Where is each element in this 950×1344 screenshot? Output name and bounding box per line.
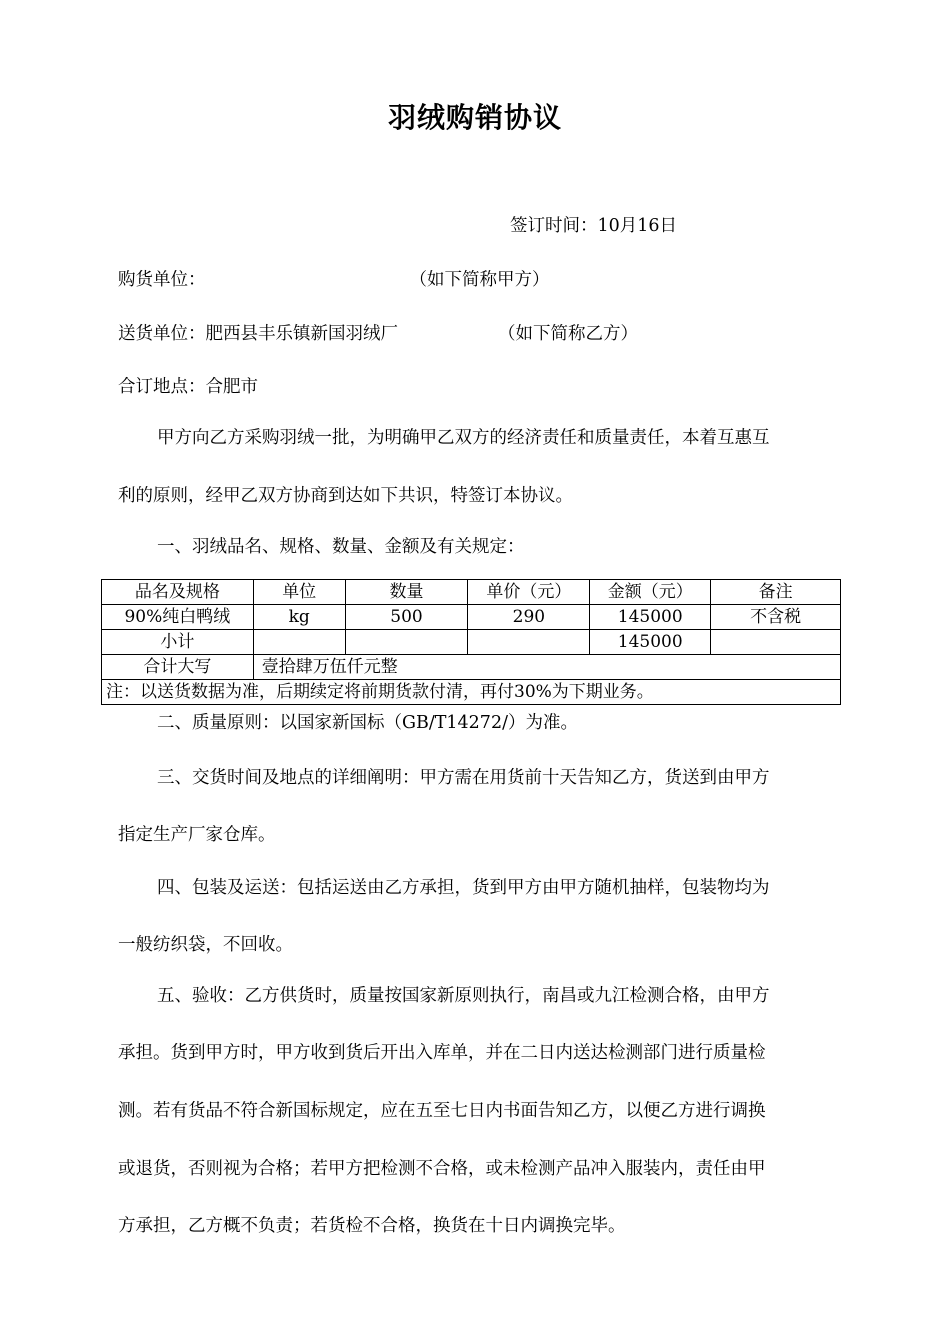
section5-line-4: 或退货，否则视为合格；若甲方把检测不合格，或未检测产品冲入服装内，责任由甲	[118, 1159, 766, 1179]
buyer-label: 购货单位：	[118, 270, 206, 290]
subtotal-amount: 145000	[590, 630, 711, 655]
total-words-row	[102, 655, 841, 680]
table-cell-empty	[711, 630, 841, 655]
seller-line	[118, 320, 638, 345]
section4-line-1: 四、包装及运送：包括运送由乙方承担，货到甲方由甲方随机抽样，包装物均为	[157, 878, 770, 898]
table-cell-empty	[253, 630, 345, 655]
table-cell-empty	[468, 630, 590, 655]
subtotal-label: 小计	[102, 630, 254, 655]
section3-line-2: 指定生产厂家仓库。	[118, 825, 276, 845]
table-note: 注：以送货数据为准，后期续定将前期货款付清，再付30%为下期业务。	[102, 680, 841, 705]
table-cell: 不含税	[711, 605, 841, 630]
seller-alias: （如下简称乙方）	[498, 324, 638, 344]
table-cell-empty	[345, 630, 468, 655]
header-cell: 品名及规格	[102, 580, 254, 605]
header-cell: 金额（元）	[590, 580, 711, 605]
goods-table	[101, 579, 841, 705]
section3-line-1: 三、交货时间及地点的详细阐明：甲方需在用货前十天告知乙方，货送到由甲方	[157, 768, 770, 788]
document-title: 羽绒购销协议	[387, 101, 562, 134]
total-words-label: 合计大写	[102, 655, 254, 680]
sign-date: 签订时间：10月16日	[510, 216, 678, 236]
subtotal-row	[102, 630, 841, 655]
section4-line-2: 一般纺织袋，不回收。	[118, 935, 293, 955]
table-cell: 145000	[590, 605, 711, 630]
section2-text: 二、质量原则：以国家新国标（GB/T14272/）为准。	[157, 713, 578, 733]
table-cell: kg	[253, 605, 345, 630]
table-cell: 290	[468, 605, 590, 630]
section1-heading: 一、羽绒品名、规格、数量、金额及有关规定：	[157, 537, 525, 557]
table-cell: 500	[345, 605, 468, 630]
header-cell: 备注	[711, 580, 841, 605]
header-cell: 单价（元）	[468, 580, 590, 605]
note-row	[102, 680, 841, 705]
header-cell: 数量	[345, 580, 468, 605]
section5-line-1: 五、验收：乙方供货时，质量按国家新原则执行，南昌或九江检测合格，由甲方	[157, 986, 770, 1006]
total-words-value: 壹拾肆万伍仟元整	[253, 655, 840, 680]
location-line: 合订地点：合肥市	[118, 377, 258, 397]
section5-line-5: 方承担，乙方概不负责；若货检不合格，换货在十日内调换完毕。	[118, 1216, 626, 1236]
table-cell: 90%纯白鸭绒	[102, 605, 254, 630]
buyer-line	[118, 266, 550, 291]
section5-line-3: 测。若有货品不符合新国标规定，应在五至七日内书面告知乙方，以便乙方进行调换	[118, 1101, 766, 1121]
table-row	[102, 605, 841, 630]
header-cell: 单位	[253, 580, 345, 605]
seller-label: 送货单位：肥西县丰乐镇新国羽绒厂	[118, 324, 398, 344]
buyer-alias: （如下简称甲方）	[409, 270, 550, 290]
intro-line-1: 甲方向乙方采购羽绒一批，为明确甲乙双方的经济责任和质量责任，本着互惠互	[157, 428, 770, 448]
table-header-row	[102, 580, 841, 605]
intro-line-2: 利的原则，经甲乙双方协商到达如下共识，特签订本协议。	[118, 486, 573, 506]
section5-line-2: 承担。货到甲方时，甲方收到货后开出入库单，并在二日内送达检测部门进行质量检	[118, 1043, 766, 1063]
